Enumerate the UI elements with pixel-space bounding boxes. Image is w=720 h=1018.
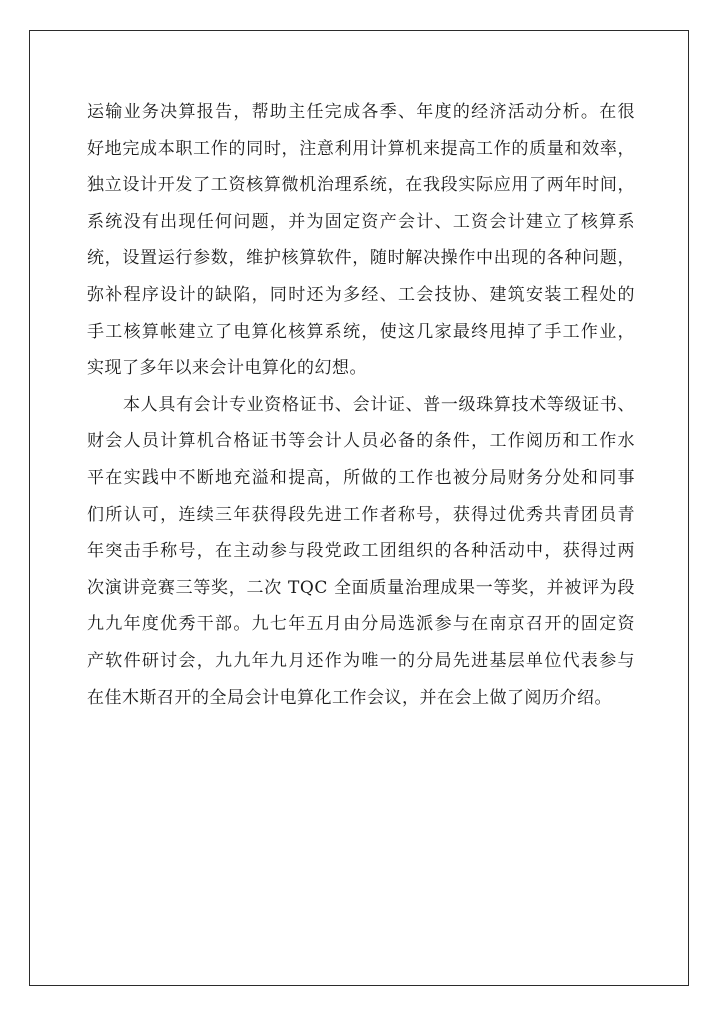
text-line: 九九年度优秀干部。九七年五月由分局选派参与在南京召开的固定资	[87, 614, 635, 635]
document-body	[87, 94, 635, 716]
text-line: 运输业务决算报告，帮助主任完成各季、年度的经济活动分析。在很	[87, 102, 635, 122]
text-line: 系统没有出现任何问题，并为固定资产会计、工资会计建立了核算系	[87, 211, 635, 232]
text-line: 平在实践中不断地充溢和提高，所做的工作也被分局财务分处和同事	[87, 467, 635, 488]
text-line: 在佳木斯召开的全局会计电算化工作会议，并在会上做了阅历介绍。	[87, 687, 612, 708]
text-line: 次演讲竞赛三等奖，二次 TQC 全面质量治理成果一等奖，并被评为段	[87, 577, 635, 598]
text-line: 们所认可，连续三年获得段先进工作者称号，获得过优秀共青团员青	[87, 504, 635, 525]
text-line: 独立设计开发了工资核算微机治理系统，在我段实际应用了两年时间，	[87, 175, 635, 196]
text-line: 弥补程序设计的缺陷，同时还为多经、工会技协、建筑安装工程处的	[87, 284, 635, 305]
paragraph-1	[87, 94, 635, 387]
text-line: 产软件研讨会，九九年九月还作为唯一的分局先进基层单位代表参与	[87, 650, 635, 671]
text-line: 手工核算帐建立了电算化核算系统，使这几家最终甩掉了手工作业，	[87, 321, 635, 342]
paragraph-2	[87, 387, 635, 716]
text-line: 统，设置运行参数，维护核算软件，随时解决操作中出现的各种问题，	[87, 248, 635, 269]
text-line: 好地完成本职工作的同时，注意利用计算机来提高工作的质量和效率，	[87, 138, 635, 159]
text-line: 实现了多年以来会计电算化的幻想。	[87, 358, 367, 379]
text-line: 年突击手称号，在主动参与段党政工团组织的各种活动中，获得过两	[87, 541, 635, 562]
text-line: 财会人员计算机合格证书等会计人员必备的条件，工作阅历和工作水	[87, 431, 635, 452]
text-line: 本人具有会计专业资格证书、会计证、普一级珠算技术等级证书、	[123, 394, 635, 415]
